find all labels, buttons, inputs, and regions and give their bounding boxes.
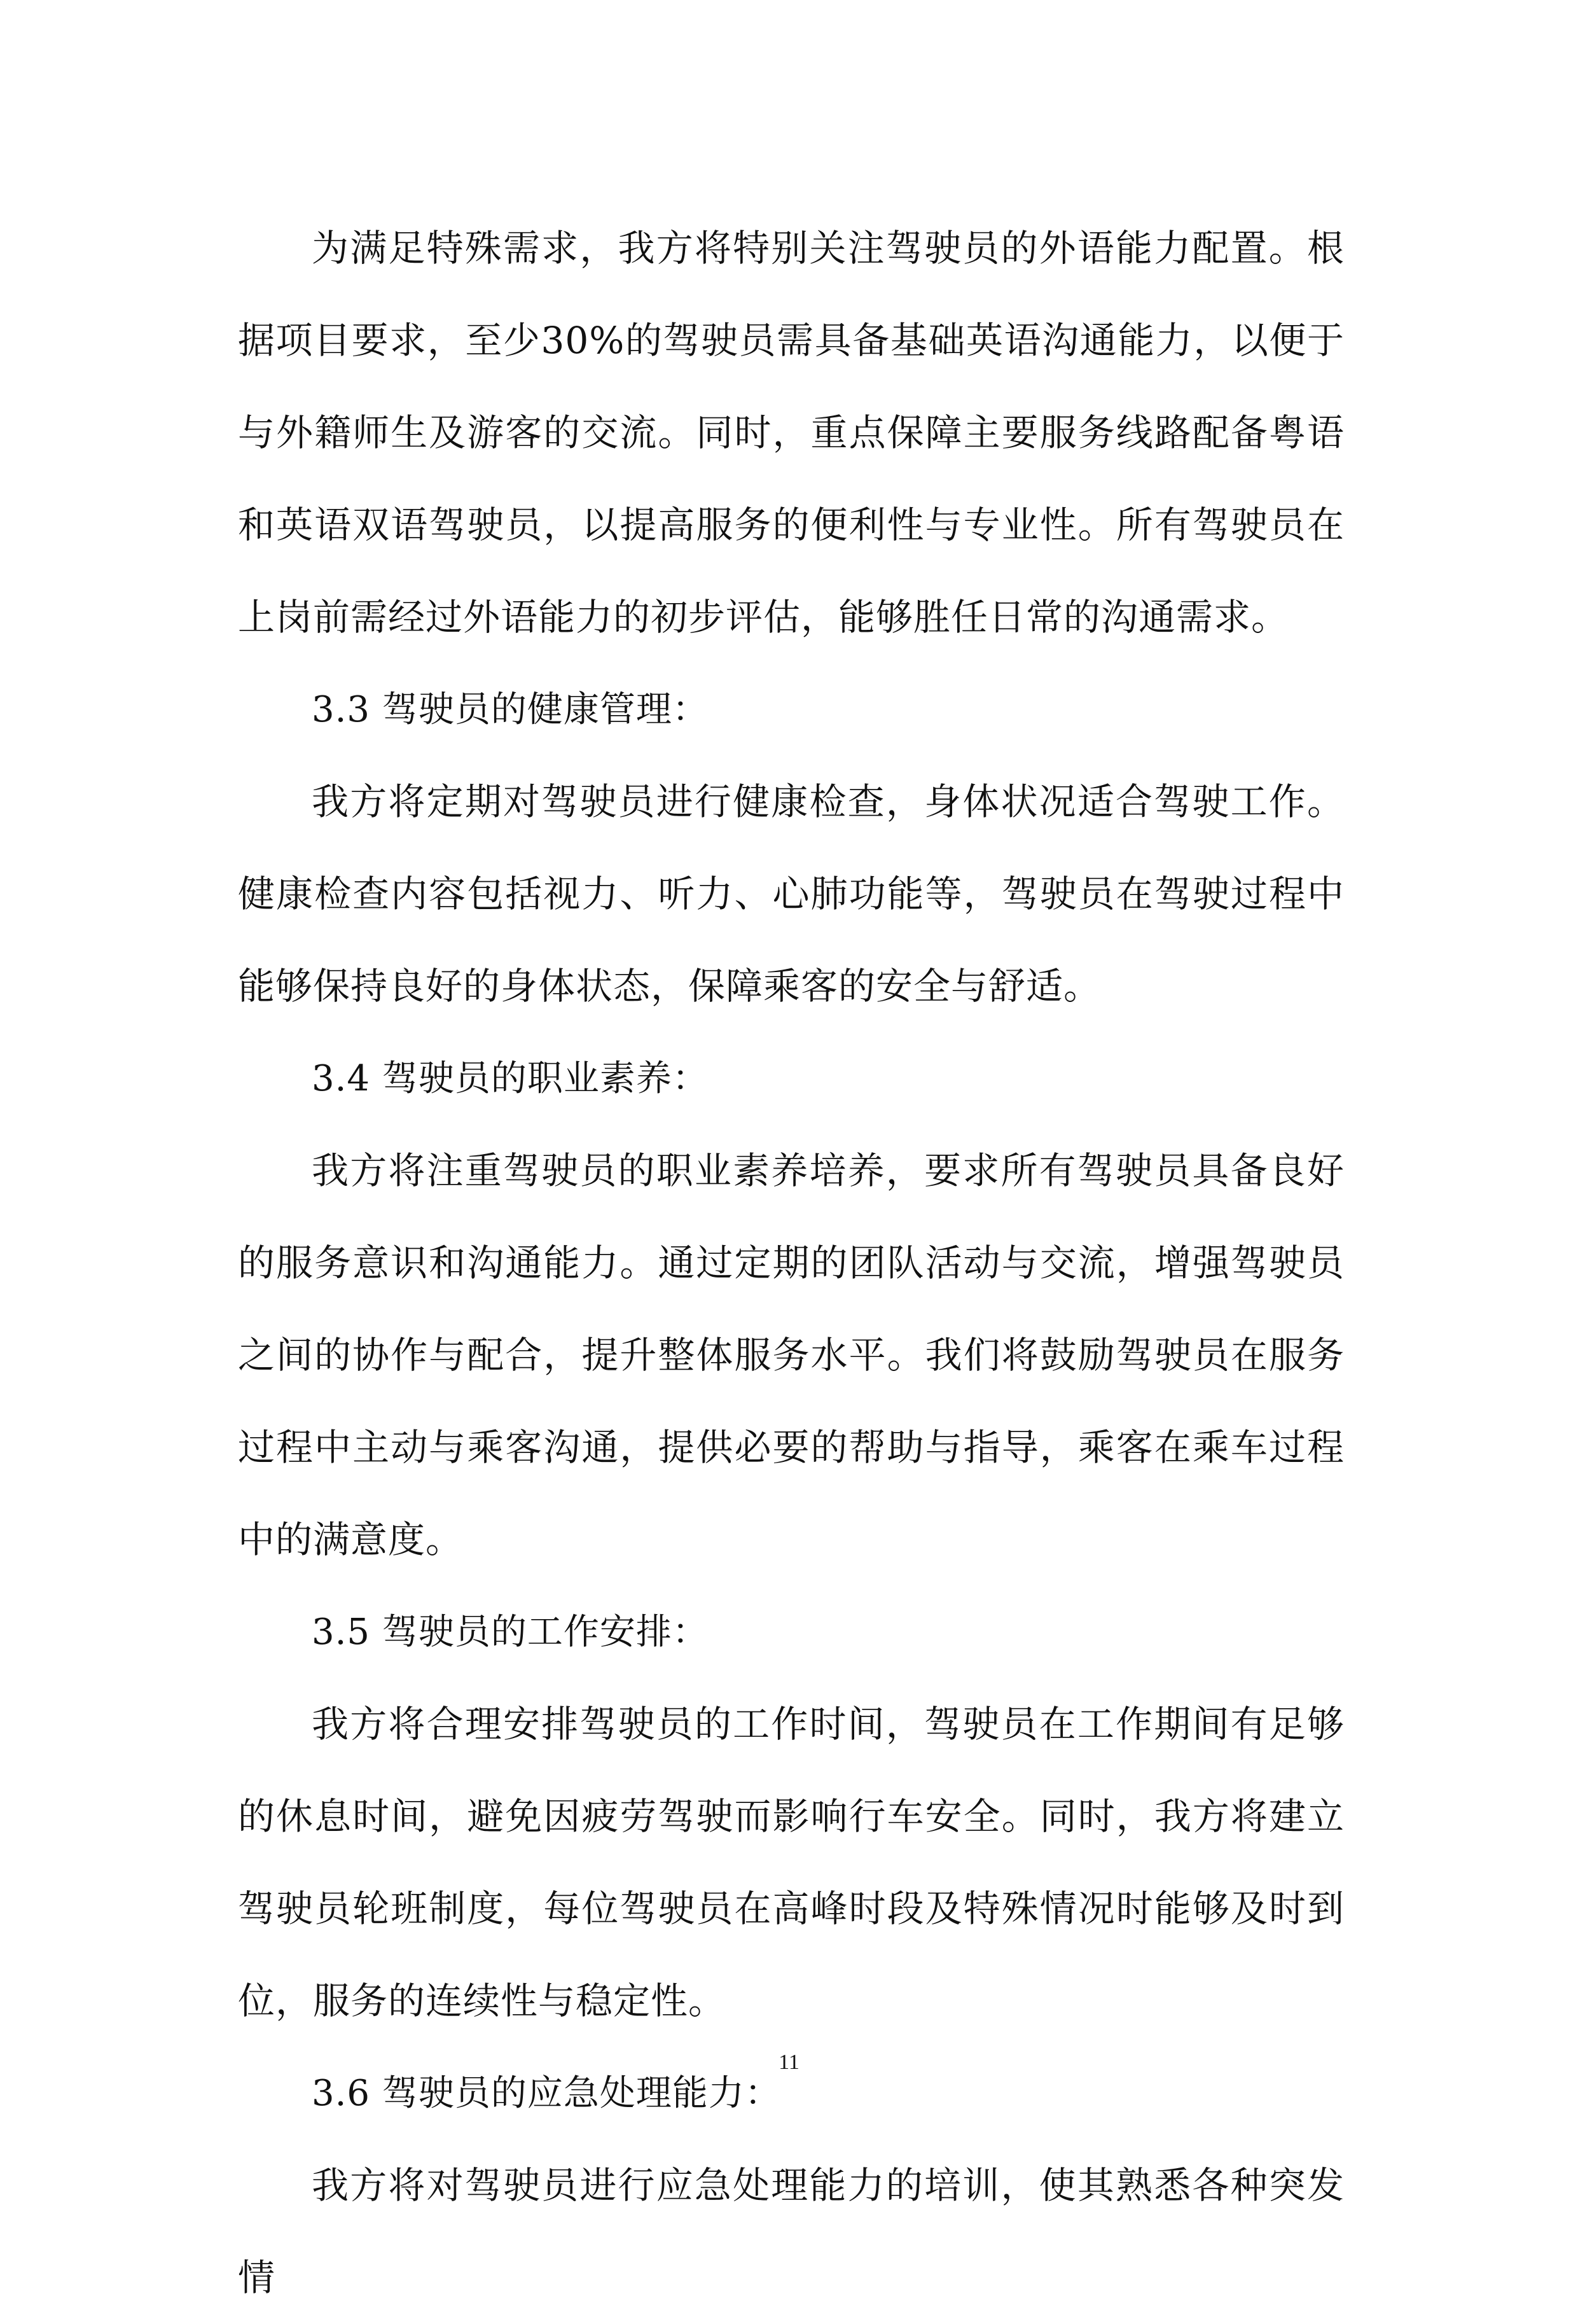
document-body <box>238 202 1345 2324</box>
section-heading-3-6: 3.6 驾驶员的应急处理能力： <box>312 2073 781 2114</box>
paragraph-emergency-handling: 我方将对驾驶员进行应急处理能力的培训，使其熟悉各种突发情 <box>238 2164 1345 2299</box>
paragraph-foreign-language: 为满足特殊需求，我方将特别关注驾驶员的外语能力配置。根据项目要求，至少30%的驾驶员需具备基础英语沟通能力，以便于与外籍师生及游客的交流。同时，重点保障主要服务线路配备粤语和英语双语驾驶员，以提高服务的便利性与专业性。所有驾驶员在上岗前需经过外语能力的初步评估，能够胜任日常的沟通需求。 <box>238 226 1345 639</box>
section-heading-3-5: 3.5 驾驶员的工作安排： <box>312 1611 709 1653</box>
paragraph-work-schedule: 我方将合理安排驾驶员的工作时间，驾驶员在工作期间有足够的休息时间，避免因疲劳驾驶而影响行车安全。同时，我方将建立驾驶员轮班制度，每位驾驶员在高峰时段及特殊情况时能够及时到位，服务的连续性与稳定性。 <box>238 1702 1345 2022</box>
section-heading-3-3: 3.3 驾驶员的健康管理： <box>312 689 709 730</box>
paragraph-health-management: 我方将定期对驾驶员进行健康检查，身体状况适合驾驶工作。健康检查内容包括视力、听力、心肺功能等，驾驶员在驾驶过程中能够保持良好的身体状态，保障乘客的安全与舒适。 <box>238 780 1345 1008</box>
page-number: 11 <box>779 2050 799 2074</box>
paragraph-professional-quality: 我方将注重驾驶员的职业素养培养，要求所有驾驶员具备良好的服务意识和沟通能力。通过定期的团队活动与交流，增强驾驶员之间的协作与配合，提升整体服务水平。我们将鼓励驾驶员在服务过程中主动与乘客沟通，提供必要的帮助与指导，乘客在乘车过程中的满意度。 <box>238 1149 1345 1561</box>
section-heading-3-4: 3.4 驾驶员的职业素养： <box>312 1058 709 1099</box>
